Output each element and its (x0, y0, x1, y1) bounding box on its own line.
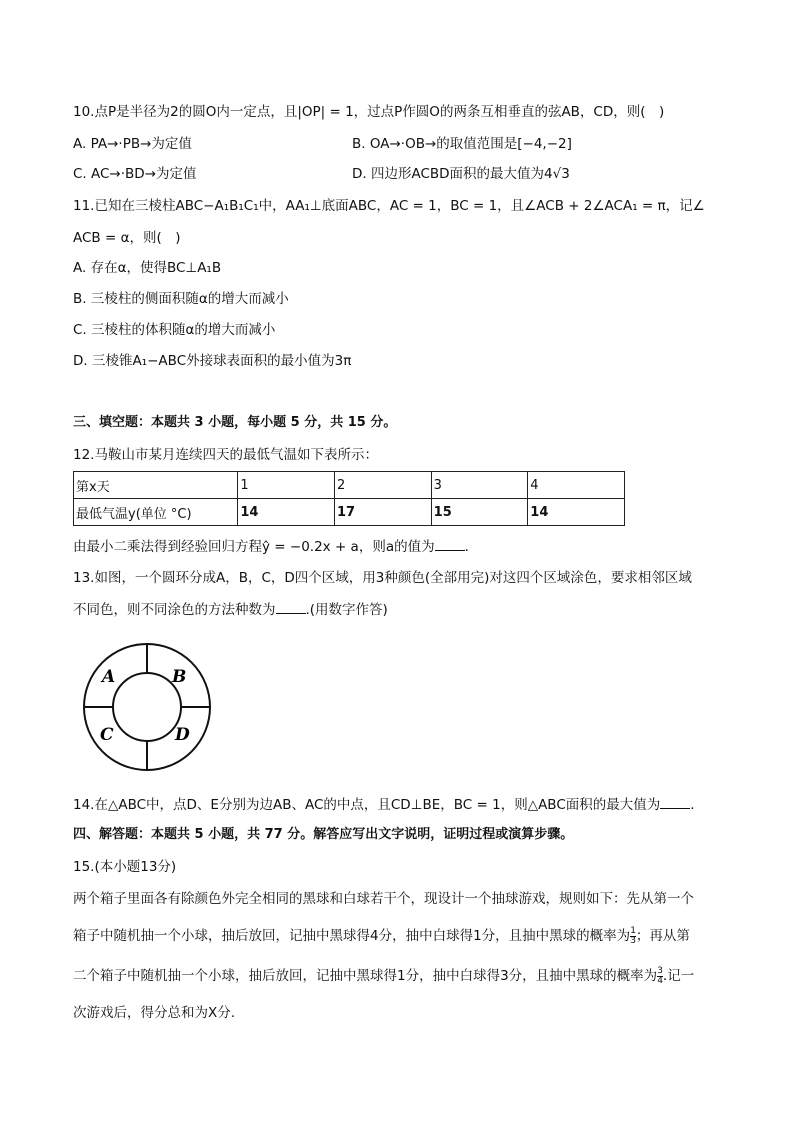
table-cell: 最低气温y(单位 °C) (74, 499, 238, 526)
q10-option-a: A. PA→·PB→为定值 (73, 136, 192, 152)
q14-stem-end: . (690, 797, 695, 813)
region-label-a: A (102, 667, 116, 687)
q15-line2-end: ；再从第 (635, 928, 690, 944)
q10-option-c: C. AC→·BD→为定值 (73, 166, 197, 182)
q12-stem: 12.马鞍山市某月连续四天的最低气温如下表所示： (73, 447, 378, 463)
answer-blank[interactable] (276, 599, 306, 614)
region-label-c: C (100, 725, 114, 745)
q15-line2-text: 箱子中随机抽一个小球，抽后放回，记抽中黑球得4分，抽中白球得1分，且抽中黑球的概率为 (73, 928, 631, 944)
q11-option-a: A. 存在α，使得BC⊥A₁B (73, 260, 222, 276)
answer-blank[interactable] (435, 536, 465, 551)
table-row (74, 499, 625, 526)
fraction-numerator: 1 (630, 925, 636, 936)
answer-blank[interactable] (660, 794, 690, 809)
region-label-b: B (172, 667, 187, 687)
section-3-heading: 三、填空题：本题共 3 小题，每小题 5 分，共 15 分。 (73, 415, 397, 430)
region-label-d: D (175, 725, 190, 745)
inner-circle (113, 673, 181, 741)
q10-stem: 10.点P是半径为2的圆O内一定点，且|OP| = 1，过点P作圆O的两条互相垂直的弦AB，CD，则( ) (73, 104, 665, 120)
q12-tail-end: . (464, 539, 469, 555)
q15-line3-end: .记一 (662, 968, 695, 984)
table-cell: 3 (431, 472, 528, 499)
q11-stem-line1: 11.已知在三棱柱ABC−A₁B₁C₁中，AA₁⊥底面ABC，AC = 1，BC = 1，且∠ACB + 2∠ACA₁ = π，记∠ (73, 198, 705, 214)
q10-option-d: D. 四边形ACBD面积的最大值为4√3 (352, 166, 570, 182)
q15-line3-text: 二个箱子中随机抽一个小球，抽后放回，记抽中黑球得1分，抽中白球得3分，且抽中黑球的概率为 (73, 968, 658, 984)
temperature-table (73, 471, 625, 526)
q11-option-d: D. 三棱锥A₁−ABC外接球表面积的最小值为3π (73, 353, 352, 369)
q13-stem-line2 (73, 599, 388, 620)
annulus-diagram (80, 640, 214, 774)
q15-paragraph-line1: 两个箱子里面各有除颜色外完全相同的黑球和白球若干个，现设计一个抽球游戏，规则如下：先从第一个 (73, 891, 694, 907)
q10-option-b: B. OA→·OB→的取值范围是[−4,−2] (352, 136, 572, 152)
table-row (74, 472, 625, 499)
table-cell: 15 (431, 499, 528, 526)
fraction-denominator: 4 (657, 975, 663, 986)
table-cell: 第x天 (74, 472, 238, 499)
q13-stem-end: .(用数字作答) (305, 602, 388, 618)
q15-paragraph-line2 (73, 926, 690, 946)
q12-tail (73, 536, 469, 557)
q11-stem-line2: ACB = α，则( ) (73, 230, 181, 246)
q11-option-b: B. 三棱柱的侧面积随α的增大而减小 (73, 291, 289, 307)
q13-stem-line1: 13.如图，一个圆环分成A，B，C，D四个区域，用3种颜色(全部用完)对这四个区域涂色，要求相邻区域 (73, 570, 692, 586)
table-cell: 2 (335, 472, 432, 499)
table-cell: 14 (238, 499, 335, 526)
table-cell: 4 (528, 472, 625, 499)
q12-tail-text: 由最小二乘法得到经验回归方程ŷ = −0.2x + a，则a的值为 (73, 539, 435, 555)
table-cell: 17 (335, 499, 432, 526)
fraction-numerator: 3 (657, 965, 663, 976)
q15-paragraph-line4: 次游戏后，得分总和为X分. (73, 1005, 236, 1021)
q14-stem-text: 14.在△ABC中，点D、E分别为边AB、AC的中点，且CD⊥BE，BC = 1，则△ABC面积的最大值为 (73, 797, 661, 813)
q15-paragraph-line3 (73, 966, 694, 986)
section-4-heading: 四、解答题：本题共 5 小题，共 77 分。解答应写出文字说明，证明过程或演算步骤。 (73, 827, 574, 842)
table-cell: 1 (238, 472, 335, 499)
q14-stem (73, 794, 695, 815)
q15-heading: 15.(本小题13分) (73, 859, 177, 875)
q13-stem-text: 不同色，则不同涂色的方法种数为 (73, 602, 276, 618)
fraction-denominator: 3 (630, 935, 636, 946)
q11-option-c: C. 三棱柱的体积随α的增大而减小 (73, 322, 276, 338)
table-cell: 14 (528, 499, 625, 526)
